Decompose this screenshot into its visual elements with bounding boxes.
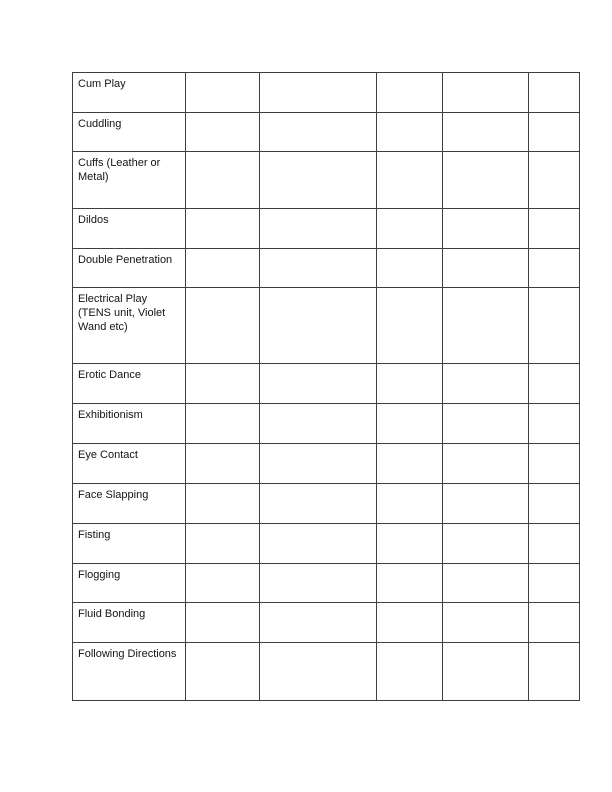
grid-cell [443,484,529,524]
grid-cell [377,643,443,701]
grid-cell [443,152,529,209]
grid-cell [443,643,529,701]
grid-cell [260,113,377,152]
grid-cell [377,152,443,209]
row-label-cell: Cuffs (Leather or Metal) [73,152,186,209]
grid-cell [186,603,260,643]
grid-cell [186,364,260,404]
grid-cell [443,209,529,249]
grid-cell [443,249,529,288]
grid-cell [260,524,377,564]
grid-cell [186,564,260,603]
checklist-table [72,72,580,701]
table-row [73,113,580,152]
grid-cell [260,404,377,444]
grid-cell [529,364,580,404]
grid-cell [377,564,443,603]
grid-cell [260,484,377,524]
grid-cell [443,444,529,484]
grid-cell [260,209,377,249]
grid-cell [529,603,580,643]
table-row [73,444,580,484]
grid-cell [443,404,529,444]
table-row [73,484,580,524]
grid-cell [529,444,580,484]
grid-cell [529,249,580,288]
table-row [73,564,580,603]
grid-cell [529,404,580,444]
grid-cell [260,249,377,288]
table-row [73,603,580,643]
grid-cell [186,643,260,701]
table-row [73,524,580,564]
grid-cell [186,152,260,209]
grid-cell [529,209,580,249]
grid-cell [260,288,377,364]
grid-cell [377,603,443,643]
row-label-cell: Dildos [73,209,186,249]
grid-cell [186,209,260,249]
grid-cell [377,404,443,444]
grid-cell [529,564,580,603]
row-label-cell: Eye Contact [73,444,186,484]
row-label-cell: Electrical Play (TENS unit, Violet Wand etc) [73,288,186,364]
grid-cell [186,404,260,444]
grid-cell [260,73,377,113]
grid-cell [443,564,529,603]
grid-cell [186,288,260,364]
grid-cell [186,524,260,564]
grid-cell [377,73,443,113]
grid-cell [260,152,377,209]
grid-cell [443,113,529,152]
grid-cell [377,113,443,152]
grid-cell [260,364,377,404]
grid-cell [186,73,260,113]
table-row [73,404,580,444]
row-label-cell: Cuddling [73,113,186,152]
grid-cell [377,444,443,484]
table-row [73,249,580,288]
grid-cell [260,444,377,484]
table-row [73,152,580,209]
grid-cell [260,603,377,643]
row-label-cell: Fisting [73,524,186,564]
row-label-cell: Cum Play [73,73,186,113]
table-row [73,288,580,364]
grid-cell [377,484,443,524]
row-label-cell: Double Penetration [73,249,186,288]
grid-cell [529,524,580,564]
grid-cell [186,444,260,484]
grid-cell [186,249,260,288]
grid-cell [443,73,529,113]
grid-cell [443,288,529,364]
grid-cell [260,643,377,701]
grid-cell [529,73,580,113]
grid-cell [529,288,580,364]
grid-cell [377,209,443,249]
grid-cell [377,364,443,404]
grid-cell [529,113,580,152]
grid-cell [529,484,580,524]
grid-cell [443,524,529,564]
row-label-cell: Flogging [73,564,186,603]
table-row [73,73,580,113]
grid-cell [377,288,443,364]
table-row [73,643,580,701]
table-row [73,209,580,249]
grid-cell [529,152,580,209]
grid-cell [377,524,443,564]
grid-cell [529,643,580,701]
table-row [73,364,580,404]
grid-cell [443,364,529,404]
row-label-cell: Fluid Bonding [73,603,186,643]
row-label-cell: Erotic Dance [73,364,186,404]
row-label-cell: Exhibitionism [73,404,186,444]
row-label-cell: Following Directions [73,643,186,701]
grid-cell [186,113,260,152]
grid-cell [377,249,443,288]
grid-cell [260,564,377,603]
grid-cell [443,603,529,643]
grid-cell [186,484,260,524]
row-label-cell: Face Slapping [73,484,186,524]
